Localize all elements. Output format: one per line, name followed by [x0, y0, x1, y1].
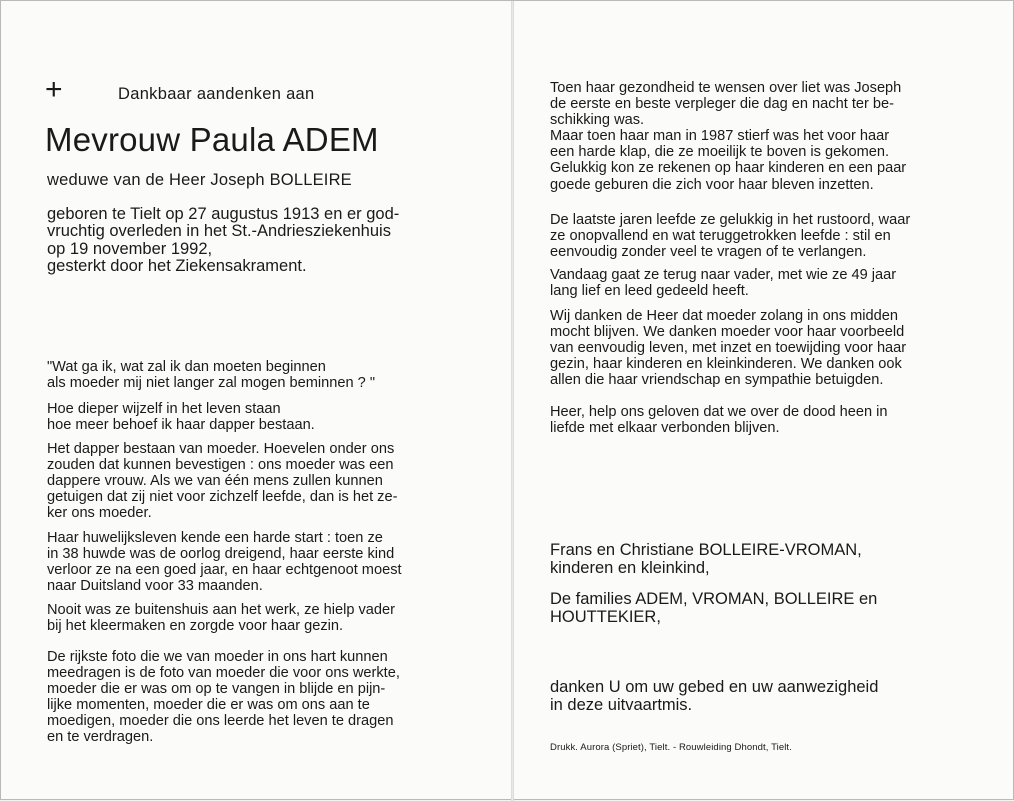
card-fold [511, 1, 514, 801]
right-paragraph-4: Wij danken de Heer dat moeder zolang in ons midden mocht blijven. We danken moeder voor haar voorbeeld van eenvoudig leven, met inzet en toewijding voor haar gezin, haar kinderen en kleinkinderen. We danken ook allen die haar vriendschap en sympathie betuigden. [550, 308, 907, 389]
right-paragraph-1: Toen haar gezondheid te wensen over liet was Joseph de eerste en beste verpleger die dag en nacht ter be- schikking was. Maar toen haar man in 1987 stierf was het voor haar een harde klap, die ze moeilijk te boven is gekomen. Gelukkig kon ze rekenen op haar kinderen en een paar goede geburen die zich voor haar bleven inzetten. [550, 80, 907, 193]
family-signature-2: De families ADEM, VROMAN, BOLLEIRE en HOUTTEKIER, [550, 590, 878, 626]
paragraph-5: De rijkste foto die we van moeder in ons hart kunnen meedragen is de foto van moeder die voor ons werkte, moeder die er was om op te vangen in blijde en pijn- lijke momenten, moeder die er was om ons aan te moedigen, moeder die ons leerde het leven te dragen en te verdragen. [47, 649, 400, 746]
paragraph-3: Haar huwelijksleven kende een harde start : toen ze in 38 huwde was de oorlog dreigend, haar eerste kind verloor ze na een goed jaar, en haar echtgenoot moest naar Duitsland voor 33 maanden. [47, 530, 402, 595]
printer-credit: Drukk. Aurora (Spriet), Tielt. - Rouwleiding Dhondt, Tielt. [550, 742, 792, 753]
paragraph-4: Nooit was ze buitenshuis aan het werk, ze hielp vader bij het kleermaken en zorgde voor haar gezin. [47, 602, 396, 635]
remembrance-line: Dankbaar aandenken aan [118, 85, 315, 103]
family-signature-1: Frans en Christiane BOLLEIRE-VROMAN, kinderen en kleinkind, [550, 541, 862, 577]
poem-quote: "Wat ga ik, wat zal ik dan moeten beginnen als moeder mij niet langer zal mogen beminnen ? " [47, 359, 376, 392]
right-paragraph-5: Heer, help ons geloven dat we over de dood heen in liefde met elkaar verbonden blijven. [550, 404, 888, 437]
widow-line: weduwe van de Heer Joseph BOLLEIRE [47, 171, 352, 189]
right-paragraph-3: Vandaag gaat ze terug naar vader, met wie ze 49 jaar lang lief en leed gedeeld heeft. [550, 267, 897, 300]
paragraph-2: Het dapper bestaan van moeder. Hoevelen onder ons zouden dat kunnen bevestigen : ons moeder was een dappere vrouw. Als we van één mens zullen kunnen getuigen dat zij niet voor zichzelf leefde, dan is het ze- ker ons moeder. [47, 441, 398, 522]
right-paragraph-2: De laatste jaren leefde ze gelukkig in het rustoord, waar ze onopvallend en wat teruggetrokken leefde : stil en eenvoudig zonder veel te vragen of te verlangen. [550, 212, 911, 261]
deceased-name: Mevrouw Paula ADEM [45, 121, 379, 158]
birth-death-text: geboren te Tielt op 27 augustus 1913 en er god- vruchtig overleden in het St.-Andriesziekenhuis op 19 november 1992, gesterkt door het Ziekensakrament. [47, 205, 400, 275]
thanks-text: danken U om uw gebed en uw aanwezigheid in deze uitvaartmis. [550, 678, 879, 714]
paragraph-1: Hoe dieper wijzelf in het leven staan hoe meer behoef ik haar dapper bestaan. [47, 401, 315, 434]
cross-icon: + [45, 73, 63, 106]
